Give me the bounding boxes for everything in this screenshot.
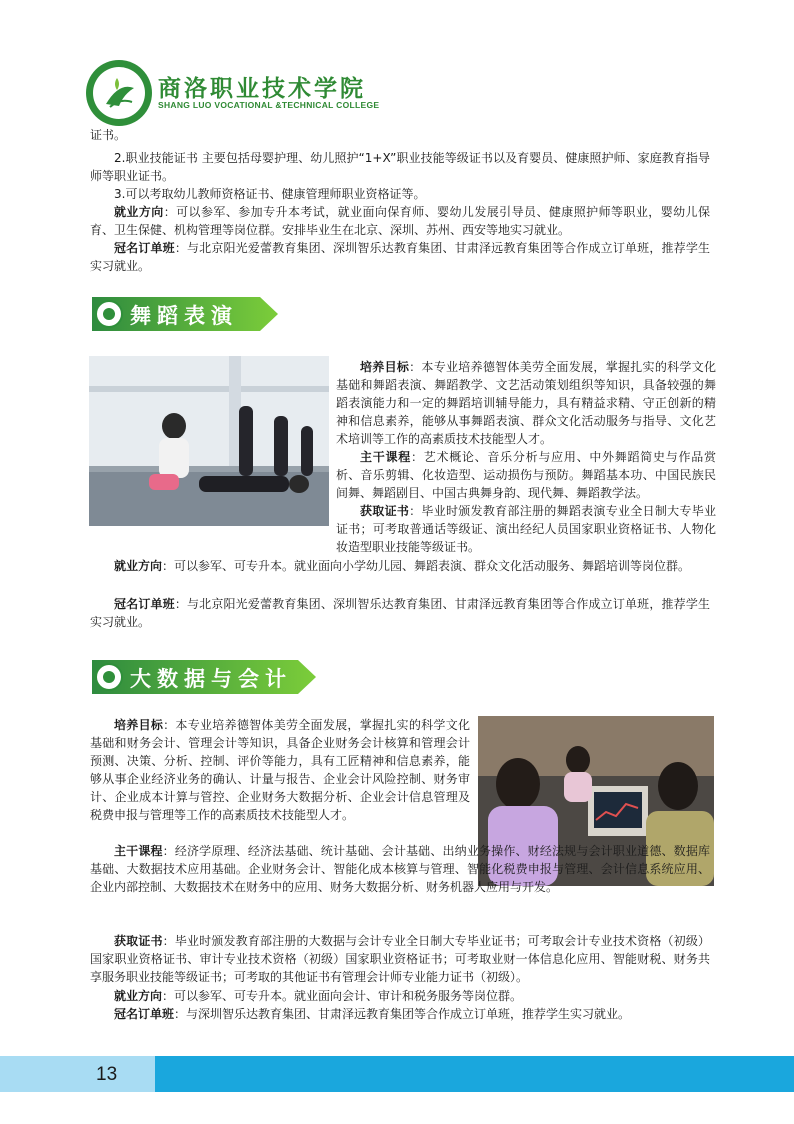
jobs-text: ：可以参军、参加专升本考试，就业面向保育师、婴幼儿发展引导员、健康照护师等职业，婴幼儿保育、卫生保健、机构管理等岗位群。安排毕业生在北京、深圳、苏州、西安等地实习就业。: [90, 205, 710, 237]
dance-jobs: [90, 557, 710, 575]
college-logo-icon: [86, 60, 152, 126]
jobs-text: ：可以参军、可专升本。就业面向小学幼儿园、舞蹈表演、群众文化活动服务、舞蹈培训等岗位群。: [162, 559, 691, 573]
section-title-dance: 舞蹈表演: [130, 304, 238, 328]
course-text: ：经济学原理、经济法基础、统计基础、会计基础、出纳业务操作、财经法规与会计职业道德、数据库基础、大数据技术应用基础。企业财务会计、智能化成本核算与管理、智能化税费申报与管理、会计信息系统应用、企业内部控制、大数据技术在财务中的应用、财务大数据分析、财务机器人应用与开发。: [90, 844, 710, 894]
goal-text: ：本专业培养德智体美劳全面发展，掌握扎实的科学文化基础和舞蹈表演、舞蹈教学、文艺活动策划组织等知识，具备较强的舞蹈表演能力和一定的舞蹈培训辅导能力，具有精益求精、守正创新的精神和信息素养，能够从事舞蹈表演、群众文化活动服务与指导、文化艺术培训等工作的高素质技术技能型人才。: [336, 360, 716, 446]
section-title-bigdata: 大数据与会计: [130, 667, 292, 691]
school-name-cn: 商洛职业技术学院: [158, 75, 366, 102]
dance-class-photo: [89, 356, 329, 526]
certificate-item-2: 2.职业技能证书 主要包括母婴护理、幼儿照护“1+X”职业技能等级证书以及育婴员、健康照护师、家庭教育指导师等职业证书。: [90, 151, 710, 183]
certificate-item-3: 3.可以考取幼儿教师资格证书、健康管理师职业资格证等。: [114, 187, 426, 201]
cert-label: 获取证书: [114, 934, 163, 948]
dance-certificates: [336, 502, 716, 556]
course-label: 主干课程: [114, 844, 163, 858]
section-banner-dance: [92, 297, 282, 331]
course-text: ：艺术概论、音乐分析与应用、中外舞蹈简史与作品赏析、音乐剪辑、化妆造型、运动损伤与预防。舞蹈基本功、中国民族民间舞、舞蹈剧目、中国古典舞身韵、现代舞、舞蹈教学法。: [336, 450, 716, 500]
school-name-en: SHANG LUO VOCATIONAL &TECHNICAL COLLEGE: [158, 100, 380, 110]
dance-courses: [336, 448, 716, 502]
bigdata-order-class: [90, 1005, 710, 1023]
continuation-order-class: [90, 239, 710, 275]
college-badge-icon: [95, 300, 123, 328]
college-header: [86, 60, 406, 130]
college-badge-icon: [95, 663, 123, 691]
continuation-jobs: [90, 203, 710, 239]
jobs-label: 就业方向: [114, 989, 163, 1003]
goal-label: 培养目标: [360, 360, 410, 374]
order-label: 冠名订单班: [114, 241, 175, 255]
course-label: 主干课程: [360, 450, 411, 464]
order-label: 冠名订单班: [114, 1007, 175, 1021]
footer-bar-light: [0, 1056, 155, 1092]
page-number: 13: [96, 1064, 118, 1085]
order-text: ：与北京阳光爱蕾教育集团、深圳智乐达教育集团、甘肃泽远教育集团等合作成立订单班，推荐学生实习就业。: [90, 597, 710, 629]
bigdata-certificates: [90, 932, 710, 986]
footer-bar-dark: [155, 1056, 794, 1092]
section-banner-bigdata: [92, 660, 320, 694]
jobs-label: 就业方向: [114, 559, 163, 573]
bigdata-goal: [90, 716, 470, 824]
goal-label: 培养目标: [114, 718, 164, 732]
dance-goal: [336, 358, 716, 448]
cert-text: ：毕业时颁发教育部注册的大数据与会计专业全日制大专毕业证书；可考取会计专业技术资格（初级）国家职业资格证书、审计专业技术资格（初级）国家职业资格证书；可考取业财一体信息化应用、智能财税、财务共享服务职业技能等级证书；可考取的其他证书有管理会计师专业能力证书（初级）。: [90, 934, 710, 984]
order-label: 冠名订单班: [114, 597, 175, 611]
continuation-line: 证书。: [90, 128, 127, 142]
goal-text: ：本专业培养德智体美劳全面发展，掌握扎实的科学文化基础和财务会计、管理会计等知识，具备企业财务会计核算和管理会计预测、决策、分析、控制、评价等能力，具有工匠精神和信息素养，能够从事企业经济业务的确认、计量与报告、企业会计风险控制、财务审计、企业成本计算与管控、企业财务大数据分析、企业会计信息管理及税费申报与管理等工作的高素质技术技能型人才。: [90, 718, 470, 822]
jobs-label: 就业方向: [114, 205, 164, 219]
bigdata-jobs: [90, 987, 710, 1005]
jobs-text: ：可以参军、可专升本。就业面向会计、审计和税务服务等岗位群。: [162, 989, 523, 1003]
cert-label: 获取证书: [360, 504, 410, 518]
order-text: ：与深圳智乐达教育集团、甘肃泽远教育集团等合作成立订单班，推荐学生实习就业。: [174, 1007, 631, 1021]
bigdata-courses: [90, 842, 710, 896]
dance-order-class: [90, 595, 710, 631]
order-text: ：与北京阳光爱蕾教育集团、深圳智乐达教育集团、甘肃泽远教育集团等合作成立订单班，推荐学生实习就业。: [90, 241, 710, 273]
cert-text: ：毕业时颁发教育部注册的舞蹈表演专业全日制大专毕业证书；可考取普通话等级证、演出经纪人员国家职业资格证书、人物化妆造型职业技能等级证书。: [336, 504, 716, 554]
